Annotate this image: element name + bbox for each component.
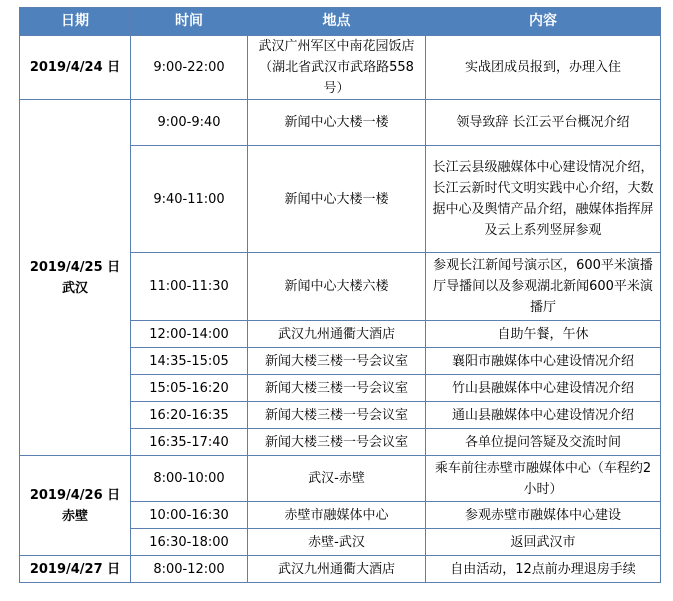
date-city: 武汉 xyxy=(61,280,88,296)
time-cell: 16:30-18:00 xyxy=(131,529,248,556)
time-cell: 8:00-12:00 xyxy=(131,556,248,583)
date-cell: 2019/4/27 日 xyxy=(20,556,131,583)
time-cell: 10:00-16:30 xyxy=(131,502,248,529)
date-cell xyxy=(20,100,131,456)
content-cell: 返回武汉市 xyxy=(426,529,661,556)
location-cell: 武汉九州通衢大酒店 xyxy=(248,556,426,583)
location-cell: 新闻大楼三楼一号会议室 xyxy=(248,402,426,429)
content-cell: 通山县融媒体中心建设情况介绍 xyxy=(426,402,661,429)
time-cell: 15:05-16:20 xyxy=(131,375,248,402)
date-line: 2019/4/25 日 xyxy=(29,259,121,275)
content-cell: 襄阳市融媒体中心建设情况介绍 xyxy=(426,348,661,375)
location-cell: 新闻大楼三楼一号会议室 xyxy=(248,429,426,456)
header-row xyxy=(20,8,661,36)
schedule-table xyxy=(19,7,661,583)
time-cell: 9:00-22:00 xyxy=(131,36,248,100)
content-cell: 乘车前往赤壁市融媒体中心（车程约2小时） xyxy=(426,456,661,502)
table-row xyxy=(20,456,661,502)
time-cell: 12:00-14:00 xyxy=(131,321,248,348)
location-cell: 新闻大楼三楼一号会议室 xyxy=(248,348,426,375)
content-cell: 自助午餐，午休 xyxy=(426,321,661,348)
table-row xyxy=(20,100,661,146)
header-content: 内容 xyxy=(426,8,661,36)
header-location: 地点 xyxy=(248,8,426,36)
time-cell: 14:35-15:05 xyxy=(131,348,248,375)
date-cell: 2019/4/24 日 xyxy=(20,36,131,100)
date-city: 赤壁 xyxy=(61,508,88,524)
content-cell: 实战团成员报到，办理入住 xyxy=(426,36,661,100)
location-cell: 赤壁市融媒体中心 xyxy=(248,502,426,529)
location-cell: 新闻中心大楼一楼 xyxy=(248,146,426,253)
table-row xyxy=(20,556,661,583)
content-cell: 各单位提问答疑及交流时间 xyxy=(426,429,661,456)
content-cell: 领导致辞 长江云平台概况介绍 xyxy=(426,100,661,146)
date-cell xyxy=(20,456,131,556)
content-cell: 参观长江新闻号演示区，600平米演播厅导播间以及参观湖北新闻600平米演播厅 xyxy=(426,253,661,321)
time-cell: 9:00-9:40 xyxy=(131,100,248,146)
content-cell: 参观赤壁市融媒体中心建设 xyxy=(426,502,661,529)
time-cell: 11:00-11:30 xyxy=(131,253,248,321)
location-cell: 新闻中心大楼一楼 xyxy=(248,100,426,146)
location-cell: 新闻中心大楼六楼 xyxy=(248,253,426,321)
location-cell: 武汉九州通衢大酒店 xyxy=(248,321,426,348)
time-cell: 16:20-16:35 xyxy=(131,402,248,429)
table-row xyxy=(20,36,661,100)
header-date: 日期 xyxy=(20,8,131,36)
content-cell: 长江云县级融媒体中心建设情况介绍，长江云新时代文明实践中心介绍，大数据中心及舆情产品介绍，融媒体指挥屏及云上系列竖屏参观 xyxy=(426,146,661,253)
content-cell: 竹山县融媒体中心建设情况介绍 xyxy=(426,375,661,402)
time-cell: 8:00-10:00 xyxy=(131,456,248,502)
date-line: 2019/4/26 日 xyxy=(29,487,121,503)
content-cell: 自由活动，12点前办理退房手续 xyxy=(426,556,661,583)
location-cell: 武汉广州军区中南花园饭店（湖北省武汉市武珞路558号） xyxy=(248,36,426,100)
time-cell: 16:35-17:40 xyxy=(131,429,248,456)
location-cell: 赤壁-武汉 xyxy=(248,529,426,556)
location-cell: 新闻大楼三楼一号会议室 xyxy=(248,375,426,402)
location-cell: 武汉-赤壁 xyxy=(248,456,426,502)
header-time: 时间 xyxy=(131,8,248,36)
time-cell: 9:40-11:00 xyxy=(131,146,248,253)
